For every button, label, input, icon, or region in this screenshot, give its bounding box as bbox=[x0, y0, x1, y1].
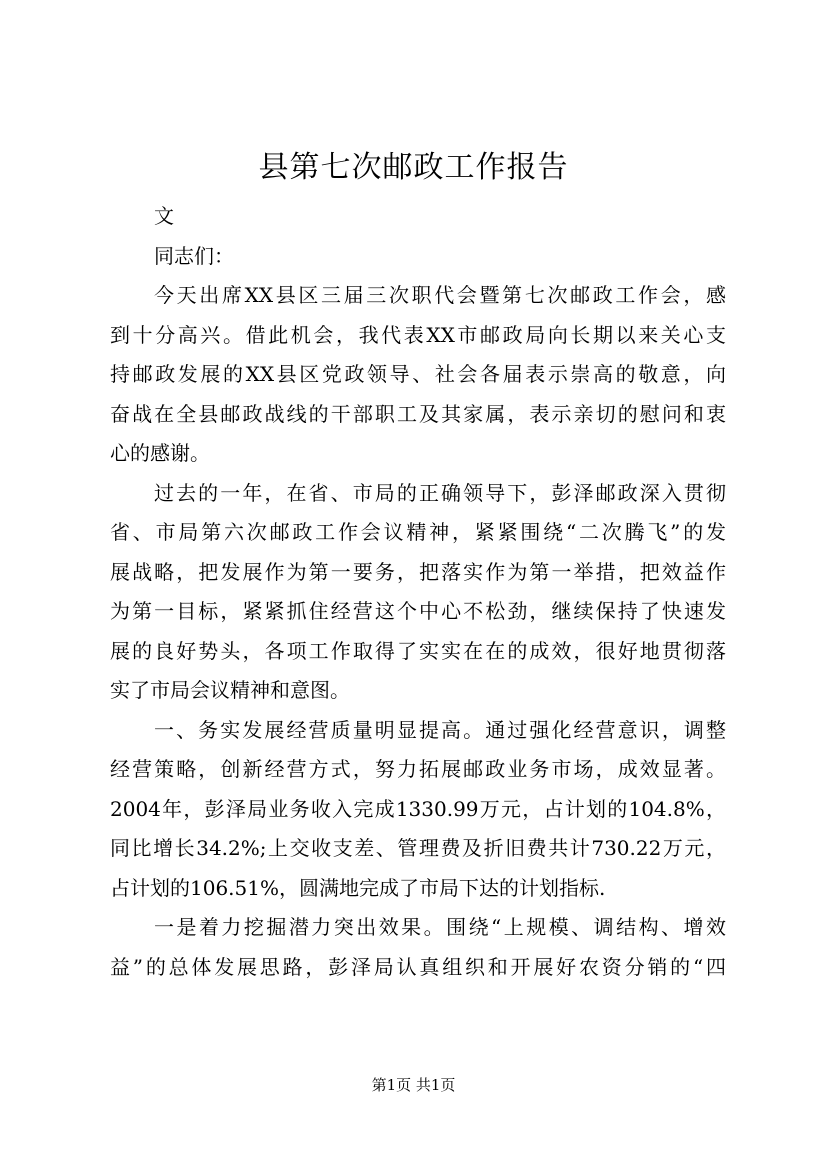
document-title: 县第七次邮政工作报告 bbox=[258, 150, 569, 185]
author-line: 文 bbox=[154, 204, 174, 228]
paragraph-line: 持邮政发展的XX县区党政领导、社会各届表示崇高的敬意，向 bbox=[110, 362, 726, 386]
paragraph-line: 奋战在全县邮政战线的干部职工及其家属，表示亲切的慰问和衷 bbox=[110, 401, 726, 426]
paragraph-line: 一是着力挖掘潜力突出效果。围绕“上规模、调结构、增效 bbox=[154, 915, 726, 939]
paragraph-line: 占计划的106.51%，圆满地完成了市局下达的计划指标. bbox=[110, 875, 606, 900]
paragraph-line: 益”的总体发展思路，彭泽局认真组织和开展好农资分销的“四 bbox=[110, 954, 726, 979]
paragraph-line: 到十分高兴。借此机会，我代表XX市邮政局向长期以来关心支 bbox=[110, 322, 726, 347]
paragraph-line: 展战略，把发展作为第一要务，把落实作为第一举措，把效益作 bbox=[110, 559, 726, 584]
paragraph-line: 心的感谢。 bbox=[110, 441, 210, 465]
document-body bbox=[110, 197, 726, 987]
paragraph-line: 展的良好势头，各项工作取得了实实在在的成效，很好地贯彻落 bbox=[110, 638, 726, 663]
page-footer: 第1页 共1页 bbox=[371, 1076, 456, 1094]
salutation: 同志们： bbox=[154, 243, 234, 268]
paragraph-line: 2004年，彭泽局业务收入完成1330.99万元，占计划的104.8%， bbox=[110, 796, 726, 821]
paragraph-line: 实了市局会议精神和意图。 bbox=[110, 678, 350, 702]
paragraph-line: 一、务实发展经营质量明显提高。通过强化经营意识，调整 bbox=[154, 717, 726, 742]
paragraph-line: 同比增长34.2%;上交收支差、管理费及折旧费共计730.22万元， bbox=[110, 836, 726, 860]
paragraph-line: 省、市局第六次邮政工作会议精神，紧紧围绕“二次腾飞”的发 bbox=[110, 520, 726, 544]
paragraph-line: 今天出席XX县区三届三次职代会暨第七次邮政工作会，感 bbox=[154, 283, 726, 307]
paragraph-line: 过去的一年，在省、市局的正确领导下，彭泽邮政深入贯彻 bbox=[154, 480, 726, 505]
paragraph-line: 为第一目标，紧紧抓住经营这个中心不松劲，继续保持了快速发 bbox=[110, 599, 726, 623]
paragraph-line: 经营策略，创新经营方式，努力拓展邮政业务市场，成效显著。 bbox=[110, 757, 726, 781]
